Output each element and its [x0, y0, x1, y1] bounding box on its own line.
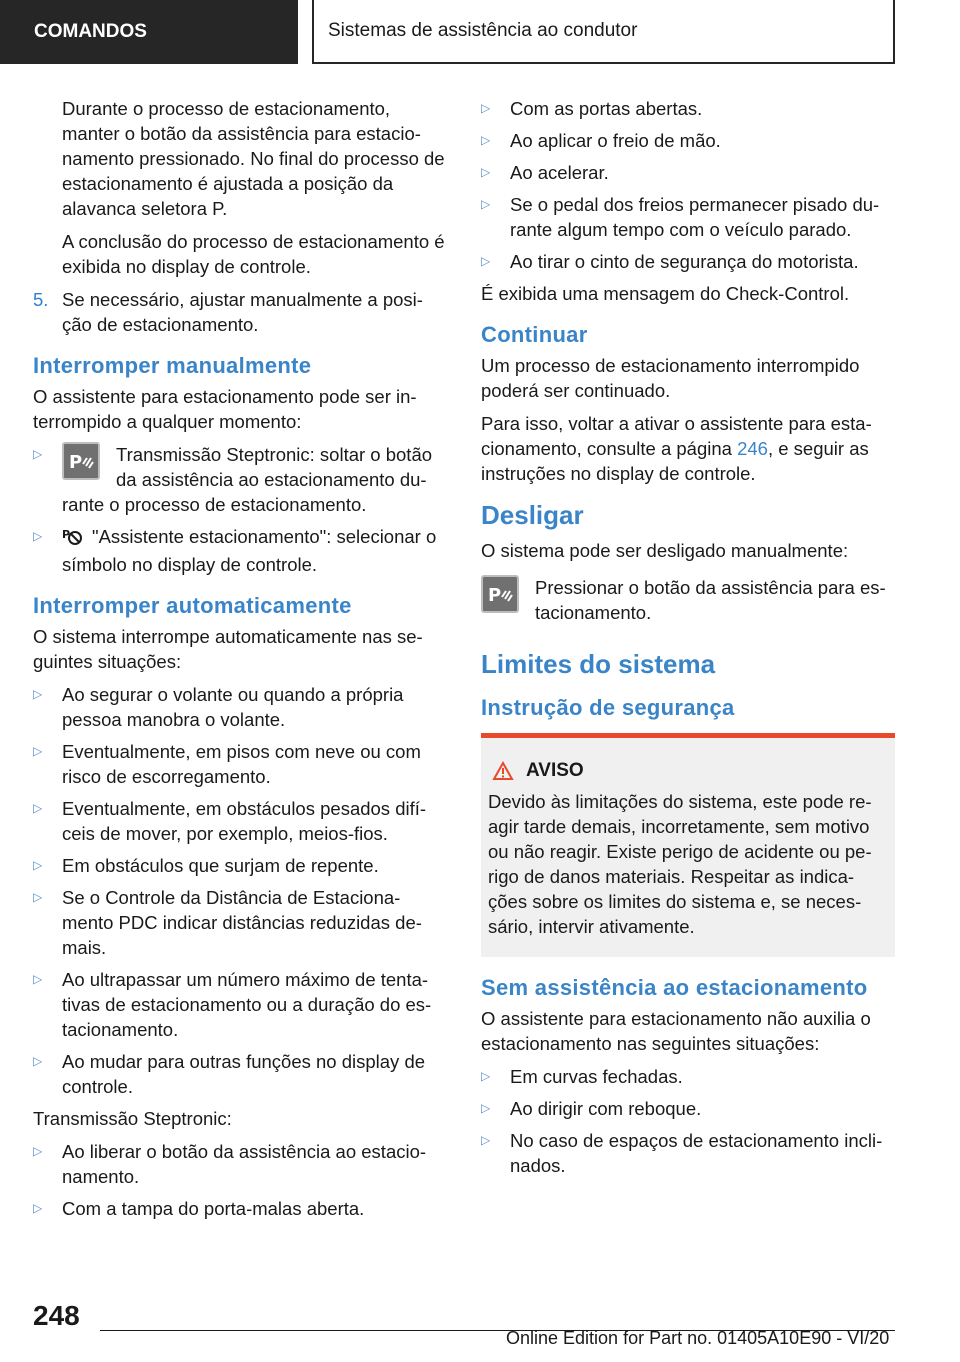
auto-intro: O sistema interrompe automaticamente nas se-guintes situações: — [33, 626, 423, 672]
list-item — [481, 1064, 895, 1089]
warning-text: Devido às limitações do sistema, este pode re-agir tarde demais, incorretamente, sem motivo ou não reagir. Existe perigo de acidente ou pe-rigo de danos materiais. Respeitar as indica-ções sobre os limites do sistema e, se neces-sário, intervir ativamente. — [488, 791, 872, 937]
park-assist-button-icon — [481, 575, 519, 613]
triangle-bullet-icon: ▷ — [33, 744, 43, 758]
list-item — [481, 96, 895, 121]
edition-note: Online Edition for Part no. 01405A10E90 - VI/20 — [506, 1328, 890, 1348]
list-item — [33, 1196, 447, 1221]
list-item-text: Ao liberar o botão da assistência ao estacio-namento. — [62, 1141, 427, 1187]
heading-continuar: Continuar — [481, 322, 588, 347]
triangle-bullet-icon: ▷ — [481, 101, 491, 115]
list-item — [481, 249, 895, 274]
triangle-bullet-icon: ▷ — [33, 447, 43, 461]
triangle-bullet-icon: ▷ — [481, 165, 491, 179]
sem-intro: O assistente para estacionamento não auxilia o estacionamento nas seguintes situações: — [481, 1008, 871, 1054]
list-item — [33, 1139, 447, 1189]
list-item-text: Transmissão Steptronic: soltar o botão da assistência ao estacionamento du-rante o processo de estacionamento. — [62, 444, 433, 515]
triangle-bullet-icon: ▷ — [33, 1201, 43, 1215]
list-item-text: Em obstáculos que surjam de repente. — [62, 855, 379, 876]
manual-intro: O assistente para estacionamento pode ser in-terrompido a qualquer momento: — [33, 386, 417, 432]
warning-title — [488, 758, 888, 783]
warning-title-text: AVISO — [526, 760, 584, 781]
list-item-text: Eventualmente, em pisos com neve ou com risco de escorregamento. — [62, 741, 421, 787]
heading-sem-assistencia: Sem assistência ao estacionamento — [481, 975, 868, 1000]
svg-text:P: P — [62, 528, 71, 541]
list-item-text: Ao segurar o volante ou quando a própria pessoa manobra o volante. — [62, 684, 404, 730]
step-number: 5. — [33, 289, 49, 310]
list-item — [481, 1128, 895, 1178]
continuar-text: , e seguir as instruções no display de controle. — [481, 438, 869, 484]
triangle-bullet-icon: ▷ — [33, 1144, 43, 1158]
page-link[interactable]: 246 — [737, 438, 768, 459]
steptronic-label: Transmissão Steptronic: — [33, 1108, 232, 1129]
list-item-text: Em curvas fechadas. — [510, 1066, 683, 1087]
triangle-bullet-icon: ▷ — [481, 1101, 491, 1115]
header-section: COMANDOS — [0, 0, 298, 64]
triangle-bullet-icon: ▷ — [481, 1069, 491, 1083]
list-item — [33, 885, 447, 960]
list-item-text: No caso de espaços de estacionamento incli-nados. — [510, 1130, 883, 1176]
list-item — [33, 739, 447, 789]
list-item-text: Ao mudar para outras funções no display de controle. — [62, 1051, 426, 1097]
list-item — [33, 442, 447, 517]
step-5 — [33, 287, 447, 337]
list-item — [33, 796, 447, 846]
list-item — [33, 853, 447, 878]
continuar-para: Um processo de estacionamento interrompido poderá ser continuado. — [481, 355, 860, 401]
list-item-text: Ao tirar o cinto de segurança do motorista. — [510, 251, 859, 272]
heading-limites: Limites do sistema — [481, 649, 716, 679]
triangle-bullet-icon: ▷ — [33, 890, 43, 904]
list-item — [481, 1096, 895, 1121]
park-assist-button-icon — [62, 442, 100, 480]
checkcontrol-note: É exibida uma mensagem do Check-Control. — [481, 283, 850, 304]
triangle-bullet-icon: ▷ — [33, 1054, 43, 1068]
heading-manual: Interromper manualmente — [33, 353, 312, 378]
continued-paragraph: A conclusão do processo de estacionamento é exibida no display de controle. — [62, 231, 445, 277]
list-item — [481, 192, 895, 242]
triangle-bullet-icon: ▷ — [33, 972, 43, 986]
list-item-text: Ao dirigir com reboque. — [510, 1098, 702, 1119]
desligar-intro: O sistema pode ser desligado manualmente: — [481, 540, 849, 561]
list-item — [33, 682, 447, 732]
page-number: 248 — [33, 1300, 80, 1331]
step-text: Se necessário, ajustar manualmente a posi-ção de estacionamento. — [62, 289, 423, 335]
continuar-para — [481, 411, 895, 486]
header-topic: Sistemas de assistência ao condutor — [312, 0, 895, 64]
desligar-action — [481, 575, 895, 625]
triangle-bullet-icon: ▷ — [33, 529, 43, 543]
heading-auto: Interromper automaticamente — [33, 593, 352, 618]
svg-text:P: P — [488, 585, 502, 606]
warning-box — [481, 733, 895, 957]
continued-paragraph: Durante o processo de estacionamento, manter o botão da assistência para estacio-namento pressionado. No final do processo de estacionamento é ajustada a posição da alavanca seletora P. — [62, 98, 445, 219]
desligar-action-text: Pressionar o botão da assistência para es-tacionamento. — [535, 577, 886, 623]
triangle-bullet-icon: ▷ — [481, 1133, 491, 1147]
continuar-text: Para isso, voltar a ativar o assistente para esta-cionamento, consulte a página — [481, 413, 872, 459]
triangle-bullet-icon: ▷ — [481, 133, 491, 147]
list-item-text: Se o pedal dos freios permanecer pisado du-rante algum tempo com o veículo parado. — [510, 194, 880, 240]
list-item-text: Eventualmente, em obstáculos pesados difí-ceis de mover, por exemplo, meios-fios. — [62, 798, 427, 844]
warning-triangle-icon — [492, 761, 514, 781]
list-item — [33, 524, 447, 577]
list-item — [33, 967, 447, 1042]
list-item-text: Com a tampa do porta-malas aberta. — [62, 1198, 365, 1219]
left-column — [33, 96, 447, 1228]
list-item-text: Ao ultrapassar um número máximo de tenta-tivas de estacionamento ou a duração do es-tacionamento. — [62, 969, 432, 1040]
list-item — [481, 128, 895, 153]
list-item-text: Ao acelerar. — [510, 162, 609, 183]
triangle-bullet-icon: ▷ — [33, 801, 43, 815]
list-item — [481, 160, 895, 185]
subheading-seguranca: Instrução de segurança — [481, 695, 735, 720]
svg-text:P: P — [69, 452, 83, 473]
park-assist-symbol-icon — [62, 526, 86, 552]
triangle-bullet-icon: ▷ — [33, 687, 43, 701]
list-item-text: Com as portas abertas. — [510, 98, 703, 119]
list-item — [33, 1049, 447, 1099]
right-column — [481, 96, 895, 1185]
triangle-bullet-icon: ▷ — [481, 197, 491, 211]
heading-desligar: Desligar — [481, 500, 584, 530]
list-item-text: "Assistente estacionamento": selecionar o símbolo no display de controle. — [62, 526, 437, 575]
list-item-text: Se o Controle da Distância de Estaciona-mento PDC indicar distâncias reduzidas de-mais. — [62, 887, 422, 958]
triangle-bullet-icon: ▷ — [33, 858, 43, 872]
triangle-bullet-icon: ▷ — [481, 254, 491, 268]
list-item-text: Ao aplicar o freio de mão. — [510, 130, 721, 151]
